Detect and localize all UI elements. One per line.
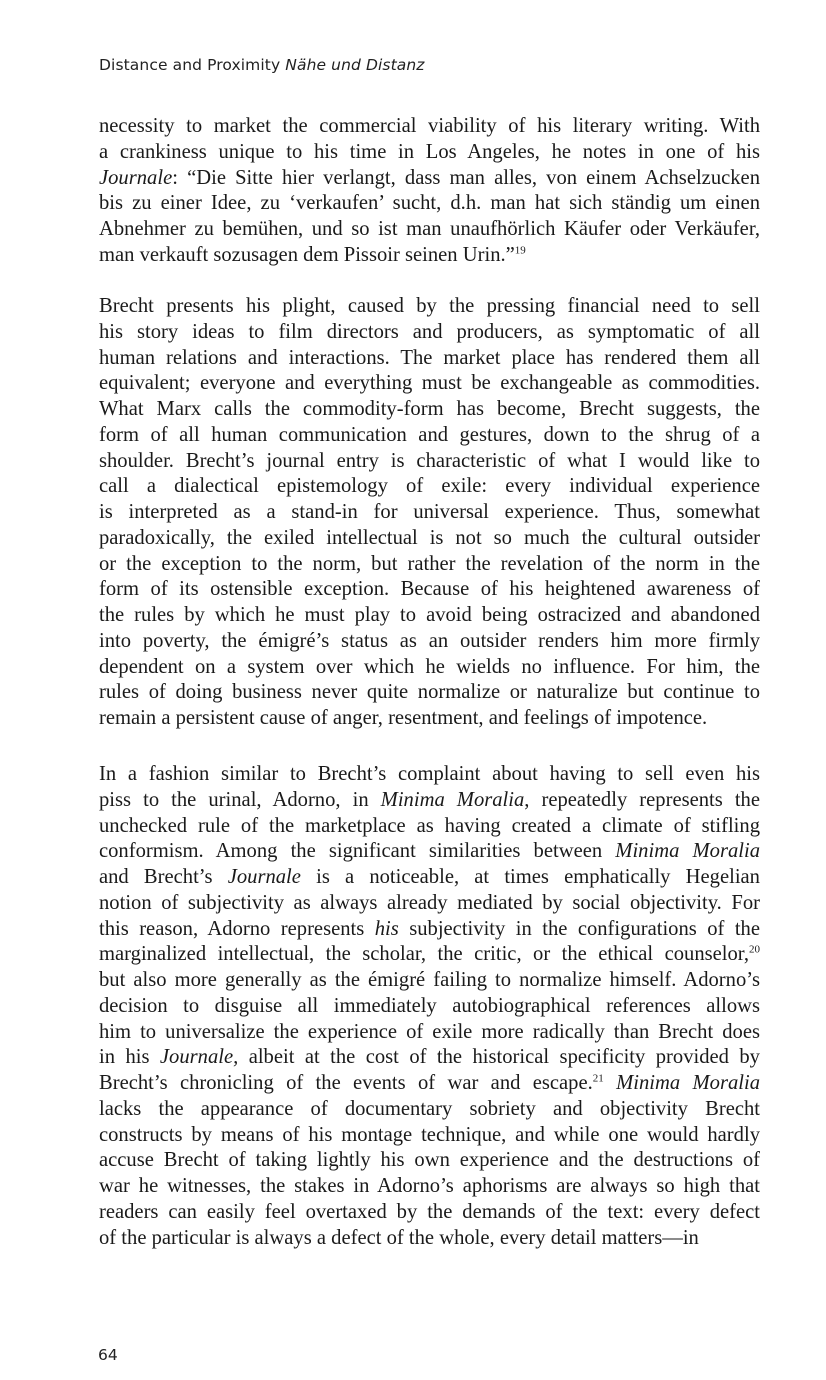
italic-text: Minima Moralia (616, 1072, 761, 1094)
text-line: the rules by which he must play to avoid being ostracized and abandoned (99, 604, 760, 626)
text-line: accuse Brecht of taking lightly his own experience and the destructions of (99, 1149, 760, 1172)
italic-text: Journale (227, 866, 301, 888)
footnote-ref: 19 (514, 244, 526, 257)
text-line: conformism. Among the significant similarities between Minima Moralia (99, 840, 760, 863)
text-line: into poverty, the émigré’s status as an outsider renders him more firmly (99, 629, 760, 652)
text-line: a crankiness unique to his time in Los Angeles, he notes in one of his (99, 140, 760, 163)
text-line: but also more generally as the émigré failing to normalize himself. Adorno’s (99, 969, 760, 991)
text-line: readers can easily feel overtaxed by the demands of the text: every defect (99, 1200, 760, 1223)
text-line: marginalized intellectual, the scholar, the critic, or the ethical counselor,$^{20}$ (99, 943, 760, 966)
paragraph-1 (99, 114, 760, 269)
text-line: is interpreted as a stand-in for universal experience. Thus, somewhat (99, 501, 760, 523)
italic-text: Journale, (159, 1046, 239, 1069)
text-line: call a dialectical epistemology of exile: every individual experience (99, 475, 760, 498)
text-line: paradoxically, the exiled intellectual is not so much the cultural outsider (99, 526, 760, 549)
text-line: his story ideas to film directors and producers, as symptomatic of all (99, 320, 760, 343)
text-line: In a fashion similar to Brecht’s complaint about having to sell even his (99, 763, 760, 785)
text-line: war he witnesses, the stakes in Adorno’s aphorisms are always so high that (99, 1175, 760, 1197)
text-line: Abnehmer zu bemühen, und so ist man unaufhörlich Käufer oder Verkäufer, (99, 218, 760, 240)
text-line: or the exception to the norm, but rather the revelation of the norm in the (99, 552, 760, 575)
text-line: shoulder. Brecht’s journal entry is characteristic of what I would like to (99, 449, 760, 472)
italic-text: his (374, 917, 399, 940)
footnote-ref: 20 (749, 943, 760, 956)
text-line: him to universalize the experience of exile more radically than Brecht does (99, 1020, 760, 1043)
text-line: necessity to market the commercial viability of his literary writing. With (99, 115, 760, 137)
text-line: equivalent; everyone and everything must be exchangeable as commodities. (99, 372, 760, 395)
text-line: lacks the appearance of documentary sobriety and objectivity Brecht (99, 1097, 760, 1120)
footnote-ref: 21 (592, 1072, 604, 1085)
text-line: Brecht presents his plight, caused by the pressing financial need to sell (99, 295, 760, 317)
text-line: of the particular is always a defect of the whole, every detail matters—in (99, 1226, 699, 1249)
page-number: 64 (98, 1346, 118, 1364)
text-line: unchecked rule of the marketplace as having created a climate of stifling (99, 814, 760, 837)
text-line: dependent on a system over which he wields no influence. For him, the (99, 655, 760, 678)
text-line: in his Journale, albeit at the cost of the historical specificity provided by (99, 1046, 760, 1069)
text-line: piss to the urinal, Adorno, in Minima Moralia, repeatedly represents the (99, 788, 760, 811)
paragraph-2 (99, 294, 760, 732)
text-line: notion of subjectivity as always already mediated by social objectivity. For (99, 891, 760, 914)
text-line: decision to disguise all immediately autobiographical references allows (99, 994, 760, 1017)
paragraph-3 (99, 762, 760, 1251)
text-line: rules of doing business never quite normalize or naturalize but continue to (99, 681, 760, 704)
italic-text: Journale (99, 166, 173, 189)
text-line: Brecht’s chronicling of the events of war and escape.$^{21}$ Minima Moralia (99, 1072, 761, 1094)
text-line: human relations and interactions. The market place has rendered them all (99, 346, 760, 369)
text-line: bis zu einer Idee, zu ‘verkaufen’ sucht, d.h. man hat sich ständig um einen (99, 192, 760, 215)
text-line: man verkauft sozusagen dem Pissoir seinen Urin.”$^{19}$ (99, 243, 526, 266)
running-head-title: Distance and Proximity (99, 56, 281, 74)
text-line: form of all human communication and gestures, down to the shrug of a (99, 423, 760, 446)
text-line: and Brecht’s Journale is a noticeable, at times emphatically Hegelian (99, 866, 760, 888)
running-head (99, 56, 425, 74)
text-line: What Marx calls the commodity-form has become, Brecht suggests, the (99, 398, 760, 420)
text-line: Journale: “Die Sitte hier verlangt, dass man alles, von einem Achselzucken (99, 166, 760, 189)
running-head-title-german: Nähe und Distanz (285, 56, 425, 74)
italic-text: Minima Moralia (615, 840, 760, 863)
text-line: this reason, Adorno represents his subjectivity in the configurations of the (99, 917, 760, 940)
text-line: form of its ostensible exception. Because of his heightened awareness of (99, 578, 760, 601)
text-line: constructs by means of his montage technique, and while one would hardly (99, 1123, 760, 1146)
italic-text: Minima Moralia (380, 788, 525, 811)
text-line: remain a persistent cause of anger, resentment, and feelings of impotence. (99, 707, 708, 729)
